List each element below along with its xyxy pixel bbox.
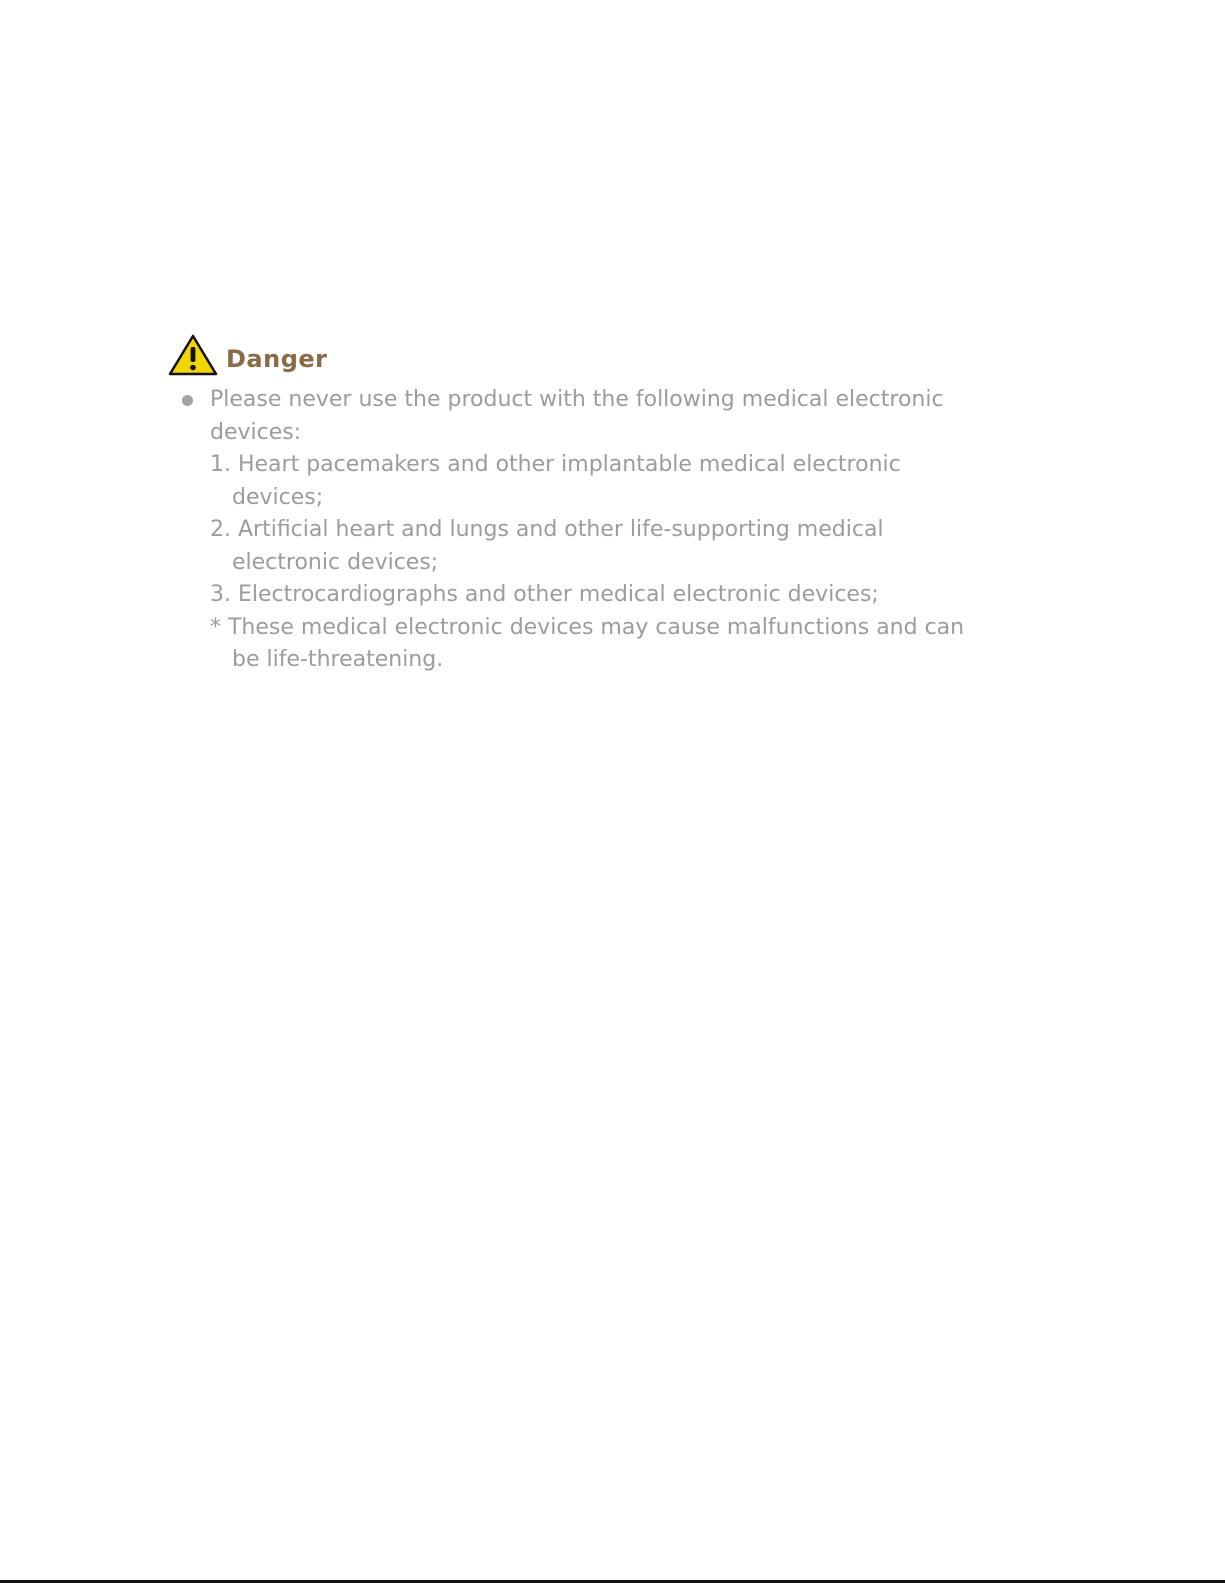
device-list	[210, 449, 988, 677]
bullet-lead-text: Please never use the product with the following medical electronic devices:	[210, 387, 944, 445]
device-list-item: 1. Heart pacemakers and other implantable medical electronic devices;	[210, 452, 901, 510]
footnote-text: * These medical electronic devices may cause malfunctions and can be life-threatening.	[210, 614, 965, 672]
danger-bullet-item	[168, 384, 988, 677]
page-bottom-rule	[0, 1580, 1225, 1583]
device-list-item: 3. Electrocardiographs and other medical electronic devices;	[210, 582, 879, 607]
bullet-dot-icon	[182, 395, 193, 406]
danger-header	[168, 334, 988, 376]
warning-triangle-icon	[168, 334, 218, 376]
device-list-item: 2. Artificial heart and lungs and other life-supporting medical electronic devices;	[210, 517, 884, 575]
danger-title: Danger	[226, 345, 328, 373]
danger-notice	[168, 334, 988, 677]
